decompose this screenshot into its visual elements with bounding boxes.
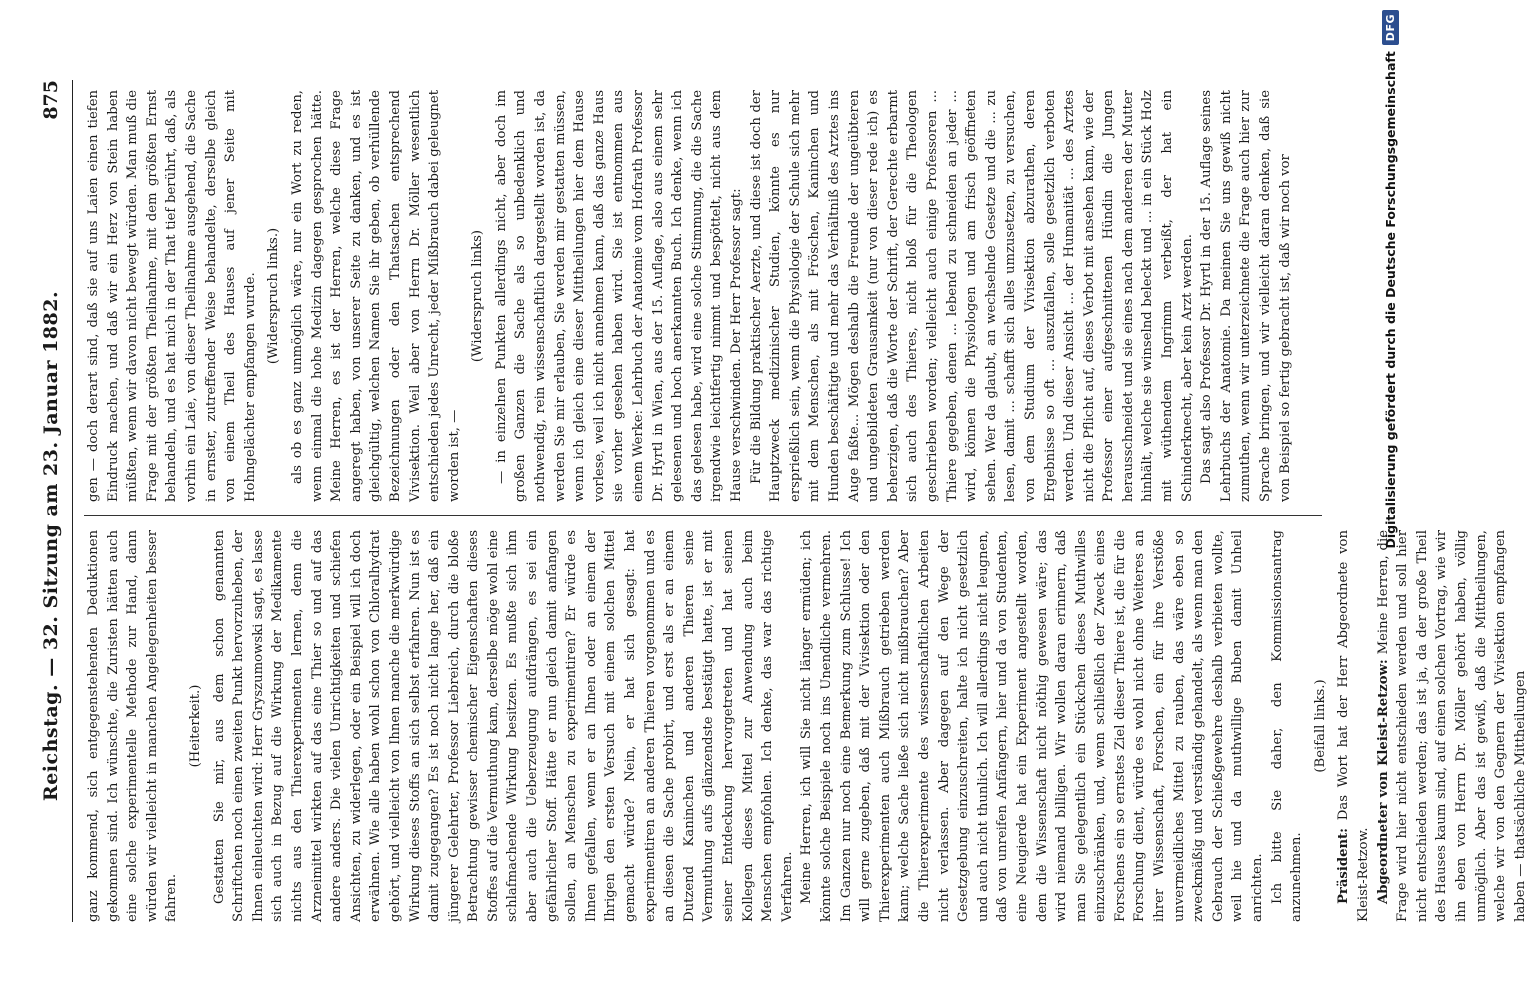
funding-credit: Digitalisierung gefördert durch die Deutsche Forschungsgemeinschaft [1382,51,1398,549]
running-title: Reichstag. — 32. Sitzung am 23. Januar 1882. [40,290,62,802]
body-paragraph: Gestatten Sie mir, aus dem schon genannten Schriftchen noch einen zweiten Punkt hervorzuheben, der Ihnen einleuchten wird: Herr Gryszumowski sagt, es lasse sich auch in Bezug auf die Wirkung der Medikamente nichts aus den Thierexperimenten lernen, denn die Arzneimittel wirkten auf das eine Thier so und auf das andere anders. Die vielen Unrichtigkeiten und schiefen Ansichten, zu widerlegen, oder ein Beispiel will ich doch erwähnen. Wie alle haben wohl schon von Chloralhydrat gehört, und vielleicht von Ihnen manche die merkwürdige Wirkung dieses Stoffs an sich selbst erfahren. Nun ist es damit zugegangen? Es ist noch nicht lange her, daß ein jüngerer Gelehrter, Professor Liebreich, durch die bloße Betrachtung gewisser chemischer Eigenschaften dieses Stoffes auf die Vermuthung kam, derselbe möge wohl eine schlafmachende Wirkung besitzen. Es mußte sich ihm aber auch die Ueberzeugung aufdrängen, es sei ein gefährlicher Stoff. Hätte er nun gleich damit anfangen sollen, an Menschen zu experimentiren? Er würde es Ihnen gefallen, wenn er an Ihnen oder an einem der Ihrigen den ersten Versuch mit einem solchen Mittel gemacht würde? Nein, er hat sich gesagt: hat experimentiren an anderen Thieren vorgenommen und es an diesen die Sache probirt, und erst als er an einem Dutzend Kaninchen und anderen Thieren seine Vermuthung aufs glänzendste bestätigt hatte, ist er mit seiner Entdeckung hervorgetreten und hat seinen Kollegen dieses Mittel zur Anwendung auch beim Menschen empfohlen. Ich denke, das war das richtige Verfahren. [211,530,795,922]
interjection: (Widerspruch links.) [266,227,282,365]
right-column [84,90,1322,502]
speech-paragraph [1334,530,1373,922]
body-paragraph: Das sagt also Professor Dr. Hyrtl in der 15. Auflage seines Lehrbuchs der Anatomie. Da meinen Sie uns gewiß nicht zumuthen, wenn wir unterzeichnete die Frage auch hier zur Sprache bringen, und wir vielleicht daran denken, daß sie von Beispiel so fertig gebracht ist, daß wir noch vor [1199,90,1293,502]
digitization-footer [1375,0,1402,1000]
interjection: (Heiterkeit.) [187,684,203,768]
body-paragraph: gen — doch derart sind, daß sie auf uns Laien einen tiefen Eindruck machen, und daß wir ein Herz von Stein haben müßten, wenn wir davon nicht bewegt würden. Man muß die Frage mit der größten Theilnahme, mit dem größten Ernst behandeln, und es hat mich in der That tief berührt, daß, als vorhin ein Laie, von dieser Theilnahme ausgehend, die Sache in ernster, zutreffender Weise behandelte, derselbe gleich von einem Theil des Hauses auf jener Seite mit Hohngelächter empfangen wurde. [86,90,258,502]
interjection: (Widerspruch links) [470,229,486,363]
page-header [32,80,73,922]
body-paragraph: ganz kommend, sich entgegenstehenden Deduktionen gekommen sind. Ich wünschte, die Zuristen hätten auch eine solche experimentelle Methode zur Hand, dann würden wir vielleicht in manchen Angelegenheiten besser fahren. [86,530,180,922]
dfg-logo: DFG [1382,10,1399,45]
left-column [84,530,1528,922]
page-number: 875 [40,80,62,120]
speech-text: Das Wort hat der Herr Abgeordnete von Kleist-Retzow. [1336,530,1371,922]
body-paragraph: als ob es ganz unmöglich wäre, nur ein Wort zu reden, wenn einmal die hohe Medizin dagegen gesprochen hätte. Meine Herren, es ist der Herren, welche diese Frage angeregt haben, von unserer Seite zu danken, und es ist gleichgültig, welchen Namen Sie ihr geben, ob verhüllende Bezeichnungen oder den Thatsachen entsprechend Vivisektion. Weil aber von Herrn Dr. Möller wesentlich entschieden jedes Unrecht, jeder Mißbrauch dabei geleugnet worden ist, — [289,90,462,502]
body-paragraph: Meine Herren, ich will Sie nicht länger ermüden; ich könnte solche Beispiele noch ins Unendliche vermehren. Im Ganzen nur noch eine Bemerkung zum Schlusse! Ich will gerne zugeben, daß mit der Vivisektion oder den Thierexperimenten auch Mißbrauch getrieben werden kann; welche Sache ließe sich nicht mißbrauchen? Aber die Thierexperimente des wissenschaftlichen Arbeiten nicht verlassen. Aber dagegen auf den Wege der Gesetzgebung einzuschreiten, halte ich nicht gesetzlich und auch nicht thunlich. Ich will allerdings nicht leugnen, daß von unreifen Anfängern, hier und da von Studenten, eine Neugierde hat ein Experiment angestellt worden, dem die Wissenschaft nicht nöthig gewesen wäre; das wird niemand billigen. Wir wollen daran erinnern, daß man Sie gelegentlich ein Stückchen dieses Muthwilles einzuschränken, und, wenn schließlich der Zweck eines Forschens ein so ernstes Ziel dieser Thiere ist, die für die Forschung dient, würde es wohl nicht ohne Weiteres an ihrer Wissenschaft, Forschen, ein für ihre Verstöße unvermeidliches Mittel zu rauben, das wäre eben so zweckmäßig und verständig gehandelt, als wenn man den Gebrauch der Schießgewehre deshalb verbieten wollte, weil hie und da muthwillige Buben damit Unheil anrichten. [799,530,1266,922]
interjection: (Beifall links.) [1312,679,1328,773]
speaker-name: Abgeordneter von Kleist-Retzow: [1375,659,1391,904]
body-paragraph: Für die Bildung praktischer Aerzte, und diese ist doch der Hauptzweck medizinischer Studien, könnte es nur ersprießlich sein, wenn die Physiologie der Schule sich mehr mit dem Menschen, als mit Fröschen, Kaninchen und Hunden beschäftigte und mehr das Verhältniß des Arztes ins Auge faßte... Mögen deshalb die Freunde der ungeübteren und ungebildeten Grausamkeit (nur von dieser rede ich) es beherzigen, daß die Worte der Schrift, der Gerechte erbarmt sich auch des Thieres, nicht bloß für die Theologen geschrieben worden; vielleicht auch einige Professoren ... Thiere gegeben, denen ... lebend zu schneiden an jeder ... wird, können die Physiologen und am frisch geöffneten sehen. Wer da glaubt, an wechselnde Gesetze und die ... zu lesen, damit ... schafft sich alles umzusetzen, zu versuchen, von dem Studium der Vivisektion abzurathen, deren Ergebnisse so oft ... auszufallen, solle gesetzlich verboten werden. Und dieser Ansicht ... der Humanität ... des Arztes nicht die Pflicht auf, dieses Verbot mit ansehen kann, wie der Professor einer aufgeschnittenen Hündin die Jungen herausschneidet und sie eines nach dem anderen der Mutter hinhält, welche sie winselnd beleckt und ... in ein Stück Holz mit wüthendem Ingrimm verbeißt, der hat ein Schinderknecht, aber kein Arzt werden. [748,90,1195,502]
speaker-name: Präsident: [1336,827,1352,904]
speech-text: Meine Herren, die Frage wird hier nicht entschieden werden und soll hier nicht entschieden werden; das ist ja, da der große Theil des Hauses kaum sind, auf einen solchen Vortrag, wie wir ihn eben von Herrn Dr. Möller gehört haben, völlig unmöglich. Aber das ist gewiß, daß die Mittheilungen, welche wir von den Gegnern der Vivisektion empfangen haben — thatsächliche Mittheilungen [1375,530,1528,922]
body-paragraph: — in einzelnen Punkten allerdings nicht, aber doch im großen Ganzen die Sache als so unbedenklich und nothwendig, rein wissenschaftlich dargestellt worden ist, da werden Sie mir erlauben, Sie werden mir gestatten müssen, wenn ich gleich eine dieser Mittheilungen hier dem Hause vorlese, weil ich nicht annehmen kann, daß das ganze Haus sie vorher gesehen haben wird. Sie ist entnommen aus einem Werke: Lehrbuch der Anatomie vom Hofrath Professor Dr. Hyrtl in Wien, aus der 15. Auflage, also aus einem sehr gelesenen und hoch anerkannten Buch. Ich denke, wenn ich das gelesen habe, wird eine solche Stimmung, die die Sache irgendwie leichtfertig nimmt und bespöttelt, nicht aus dem Hause verschwinden. Der Herr Professor sagt: [493,90,744,502]
column-divider [84,515,1322,516]
body-paragraph: Ich bitte Sie daher, den Kommissionsantrag anzunehmen. [1269,530,1305,922]
